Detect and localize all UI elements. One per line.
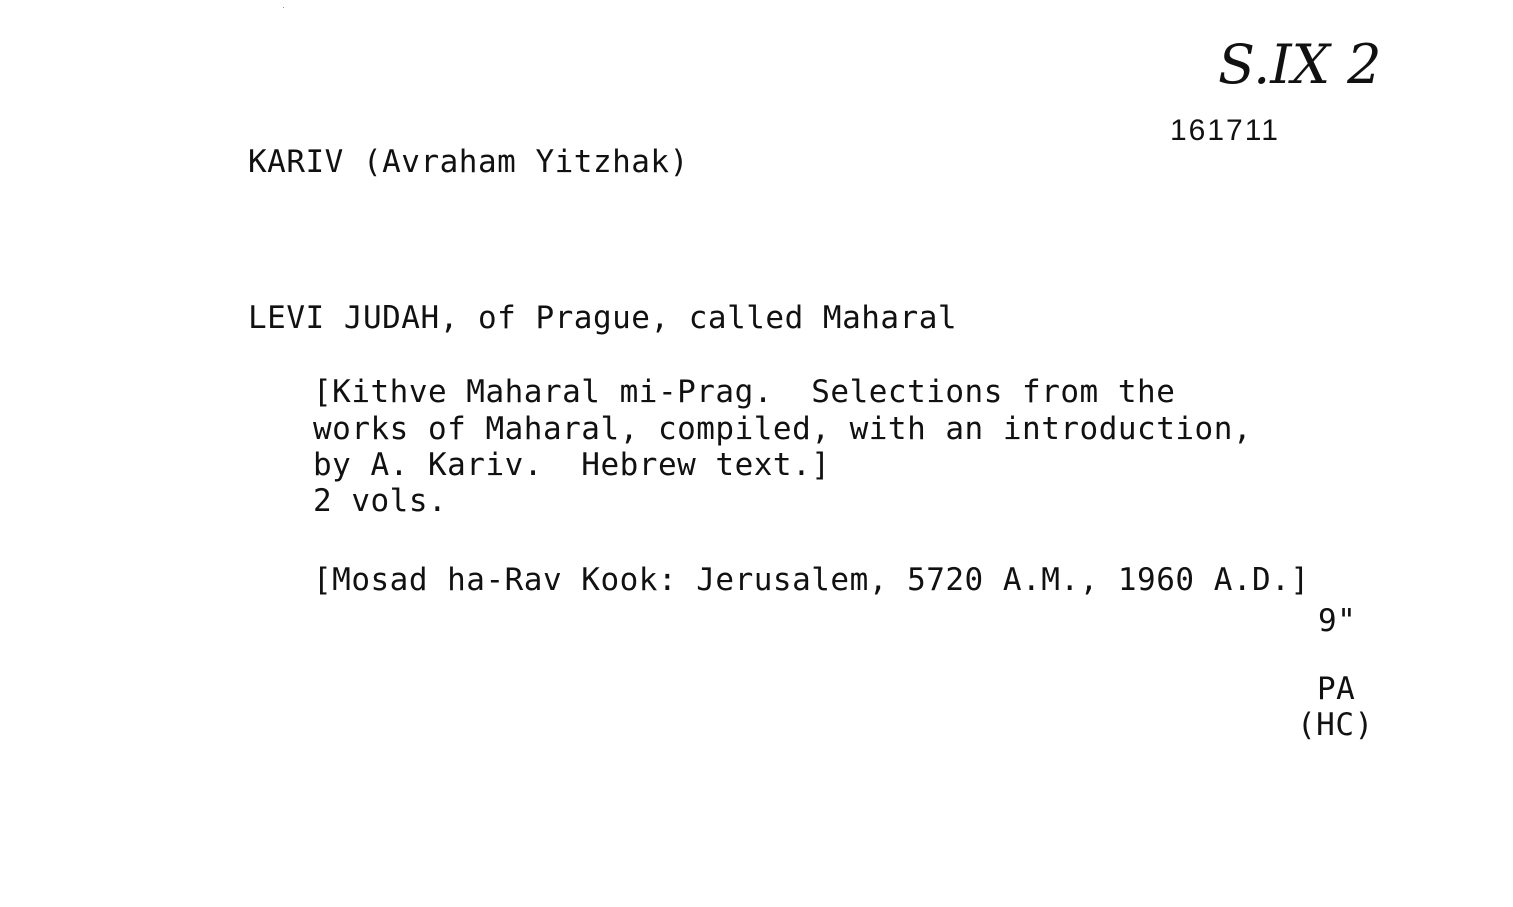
shelfmark-handwritten: S.IX 2 [1218,33,1382,96]
accession-number: 161711 [1170,114,1280,147]
size-note: 9" [1318,603,1357,639]
volume-count: 2 vols. [313,483,448,519]
location-code: PA [1317,671,1356,707]
scan-speck [283,7,284,8]
added-entry-heading: KARIV (Avraham Yitzhak) [248,144,689,180]
title-line-1: [Kithve Maharal mi-Prag. Selections from the [313,374,1176,410]
main-entry: LEVI JUDAH, of Prague, called Maharal [248,300,958,336]
title-line-3: by A. Kariv. Hebrew text.] [313,447,831,483]
location-subcode: (HC) [1297,707,1374,743]
imprint-line: [Mosad ha-Rav Kook: Jerusalem, 5720 A.M., 1960 A.D.] [313,562,1310,598]
title-line-2: works of Maharal, compiled, with an introduction, [313,411,1253,447]
